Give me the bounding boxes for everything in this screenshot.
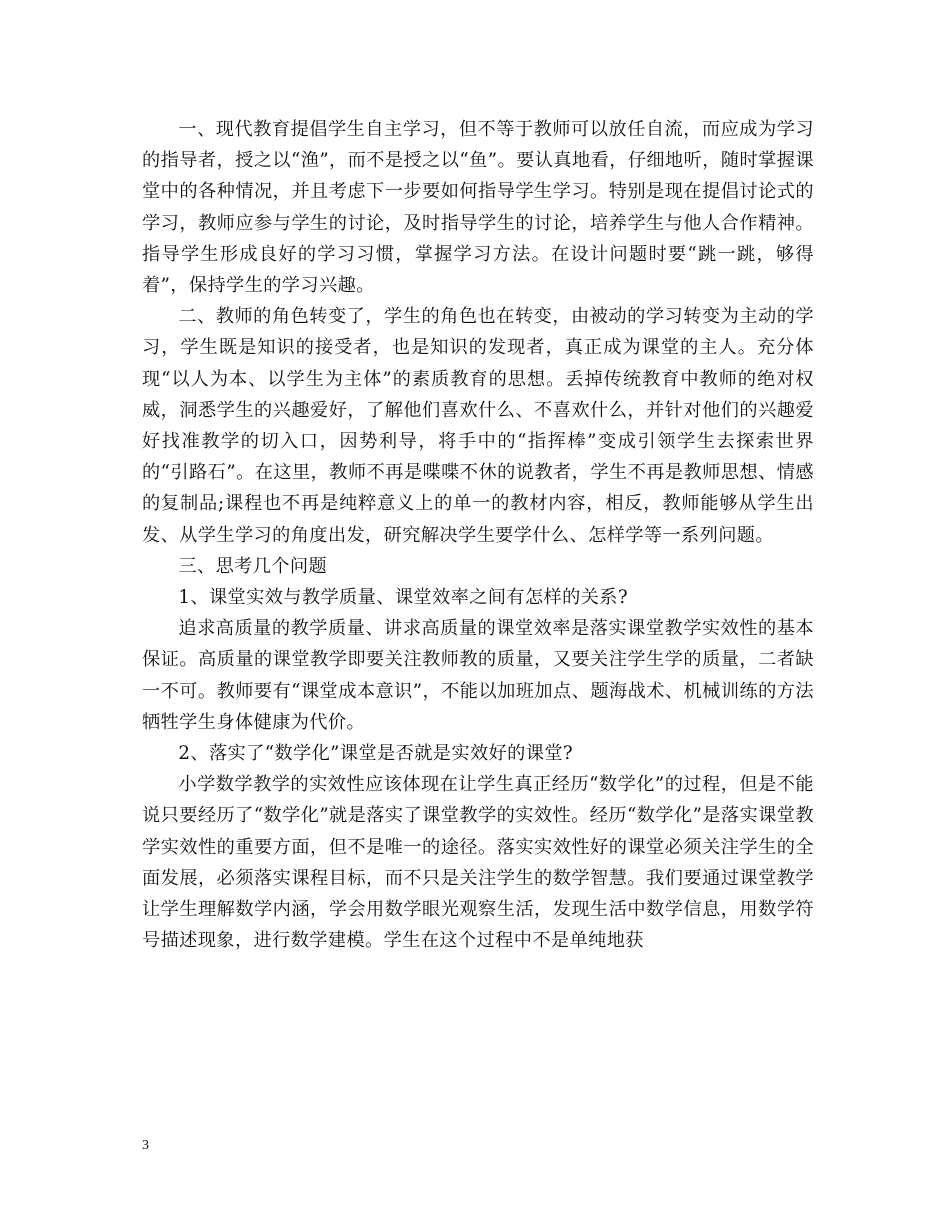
section-heading-3: 三、思考几个问题	[178, 555, 328, 577]
document-body	[142, 114, 814, 956]
answer-1: 追求高质量的教学质量、讲求高质量的课堂效率是落实课堂教学实效性的基本保证。高质量的课堂教学即要关注教师教的质量，又要关注学生学的质量，二者缺一不可。教师要有“课堂成本意识”，不能以加班加点、题海战术、机械训练的方法牺牲学生身体健康为代价。	[142, 618, 814, 733]
paragraph-1: 一、现代教育提倡学生自主学习，但不等于教师可以放任自流，而应成为学习的指导者，授之以“渔”，而不是授之以“鱼”。要认真地看，仔细地听，随时掌握课堂中的各种情况，并且考虑下一步要如何指导学生学习。特别是现在提倡讨论式的学习，教师应参与学生的讨论，及时指导学生的讨论，培养学生与他人合作精神。指导学生形成良好的学习习惯，掌握学习方法。在设计问题时要“跳一跳，够得着”，保持学生的学习兴趣。	[142, 119, 814, 297]
question-2: 2、落实了“数学化”课堂是否就是实效好的课堂?	[178, 743, 574, 765]
page-number: 3	[142, 1138, 149, 1153]
answer-2: 小学数学教学的实效性应该体现在让学生真正经历“数学化”的过程，但是不能说只要经历了“数学化”就是落实了课堂教学的实效性。经历“数学化”是落实课堂教学实效性的重要方面，但不是唯一的途径。落实实效性好的课堂必须关注学生的全面发展，必须落实课程目标，而不只是关注学生的数学智慧。我们要通过课堂教学让学生理解数学内涵，学会用数学眼光观察生活，发现生活中数学信息，用数学符号描述现象，进行数学建模。学生在这个过程中不是单纯地获	[142, 774, 814, 952]
question-1: 1、课堂实效与教学质量、课堂效率之间有怎样的关系?	[178, 587, 629, 609]
paragraph-2: 二、教师的角色转变了，学生的角色也在转变，由被动的学习转变为主动的学习，学生既是知识的接受者，也是知识的发现者，真正成为课堂的主人。充分体现“以人为本、以学生为主体”的素质教育的思想。丢掉传统教育中教师的绝对权威，洞悉学生的兴趣爱好，了解他们喜欢什么、不喜欢什么，并针对他们的兴趣爱好找准教学的切入口，因势利导，将手中的“指挥棒”变成引领学生去探索世界的“引路石”。在这里，教师不再是喋喋不休的说教者，学生不再是教师思想、情感的复制品;课程也不再是纯粹意义上的单一的教材内容，相反，教师能够从学生出发、从学生学习的角度出发，研究解决学生要学什么、怎样学等一系列问题。	[142, 306, 814, 546]
